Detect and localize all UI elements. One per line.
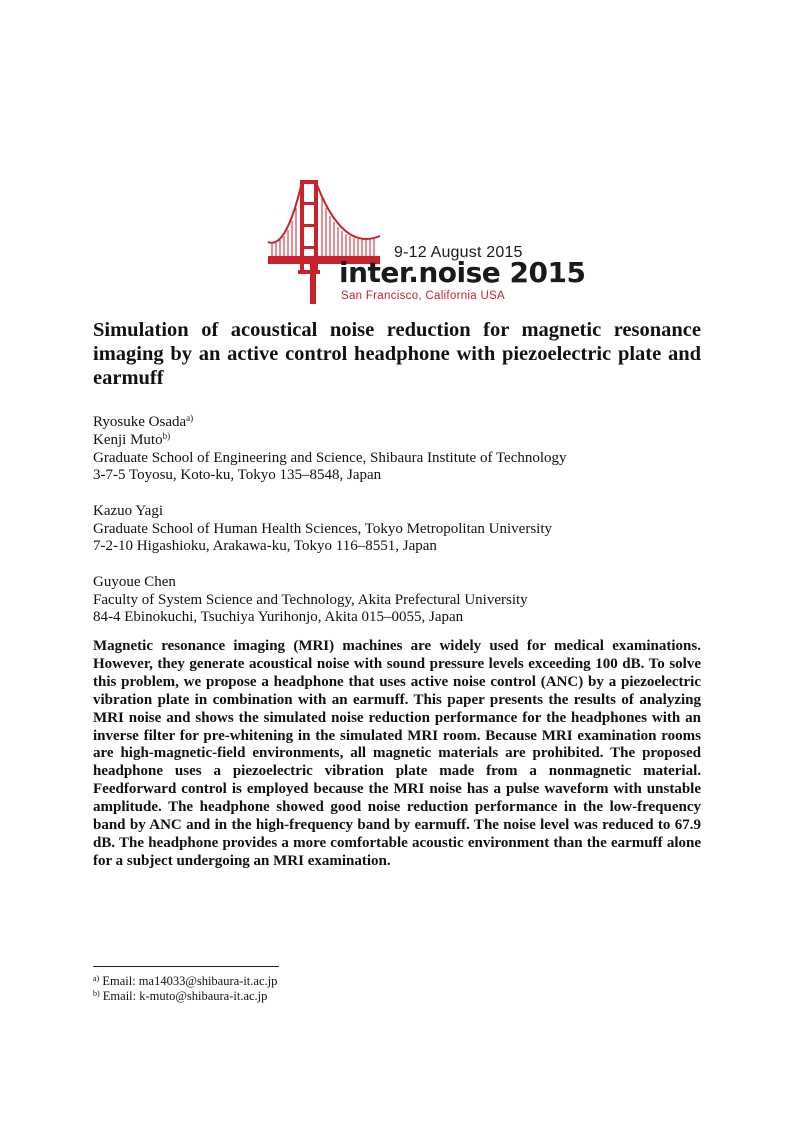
footnote-email: Email: ma14033@shibaura-it.ac.jp — [102, 974, 278, 988]
author-name: Guyoue Chen — [93, 573, 176, 590]
footnotes — [93, 974, 277, 1004]
affiliation-address: 84-4 Ebinokuchi, Tsuchiya Yurihonjo, Akita 015–0055, Japan — [93, 609, 464, 626]
author-name: Kenji Muto — [93, 431, 163, 448]
conference-logo — [264, 176, 586, 306]
author-line — [93, 414, 701, 432]
conference-location: San Francisco, California USA — [341, 290, 506, 302]
author-mark: b) — [162, 430, 171, 441]
footnote-mark: a) — [93, 974, 100, 983]
footnote — [93, 974, 277, 989]
affiliation-institution: Graduate School of Engineering and Science, Shibaura Institute of Technology — [93, 449, 567, 466]
paper-title: Simulation of acoustical noise reduction for magnetic resonance imaging by an active control headphone with piezoelectric plate and earmuff — [93, 319, 701, 389]
affiliation-institution: Faculty of System Science and Technology, Akita Prefectural University — [93, 591, 528, 608]
author-name: Ryosuke Osada — [93, 414, 187, 430]
footnote-mark: b) — [93, 989, 100, 998]
author-mark: a) — [186, 413, 194, 423]
affiliation-institution: Graduate School of Human Health Sciences, Tokyo Metropolitan University — [93, 520, 552, 537]
author-name: Kazuo Yagi — [93, 502, 163, 519]
author-line — [93, 432, 701, 450]
footnote-email: Email: k-muto@shibaura-it.ac.jp — [102, 989, 268, 1003]
conference-date: 9-12 August 2015 — [394, 244, 523, 261]
author-block — [93, 414, 701, 627]
affiliation-address: 3-7-5 Toyosu, Koto-ku, Tokyo 135–8548, Japan — [93, 467, 382, 484]
footnote — [93, 989, 277, 1004]
footnote-divider — [93, 966, 279, 967]
conference-name: inter.noise 2015 — [339, 256, 586, 289]
abstract: Magnetic resonance imaging (MRI) machines are widely used for medical examinations. However, they generate acoustical noise with sound pressure levels exceeding 100 dB. To solve this problem, we propose a headphone that uses active noise control (ANC) by a piezoelectric vibration plate in combination with an earmuff. This paper presents the results of analyzing MRI noise and shows the simulated noise reduction performance for the headphones with an inverse filter for pre-whitening in the simulated MRI room. Because MRI examination rooms are high-magnetic-field environments, all magnetic materials are prohibited. The proposed headphone uses a piezoelectric vibration plate made from a nonmagnetic material. Feedforward control is employed because the MRI noise has a pulse waveform with unstable amplitude. The headphone showed good noise reduction performance in the low-frequency band by ANC and in the high-frequency band by earmuff. The noise level was reduced to 67.9 dB. The headphone provides a more comfortable acoustic environment than the earmuff alone for a subject undergoing an MRI examination. — [93, 638, 701, 869]
affiliation-address: 7-2-10 Higashioku, Arakawa-ku, Tokyo 116–8551, Japan — [93, 538, 437, 555]
